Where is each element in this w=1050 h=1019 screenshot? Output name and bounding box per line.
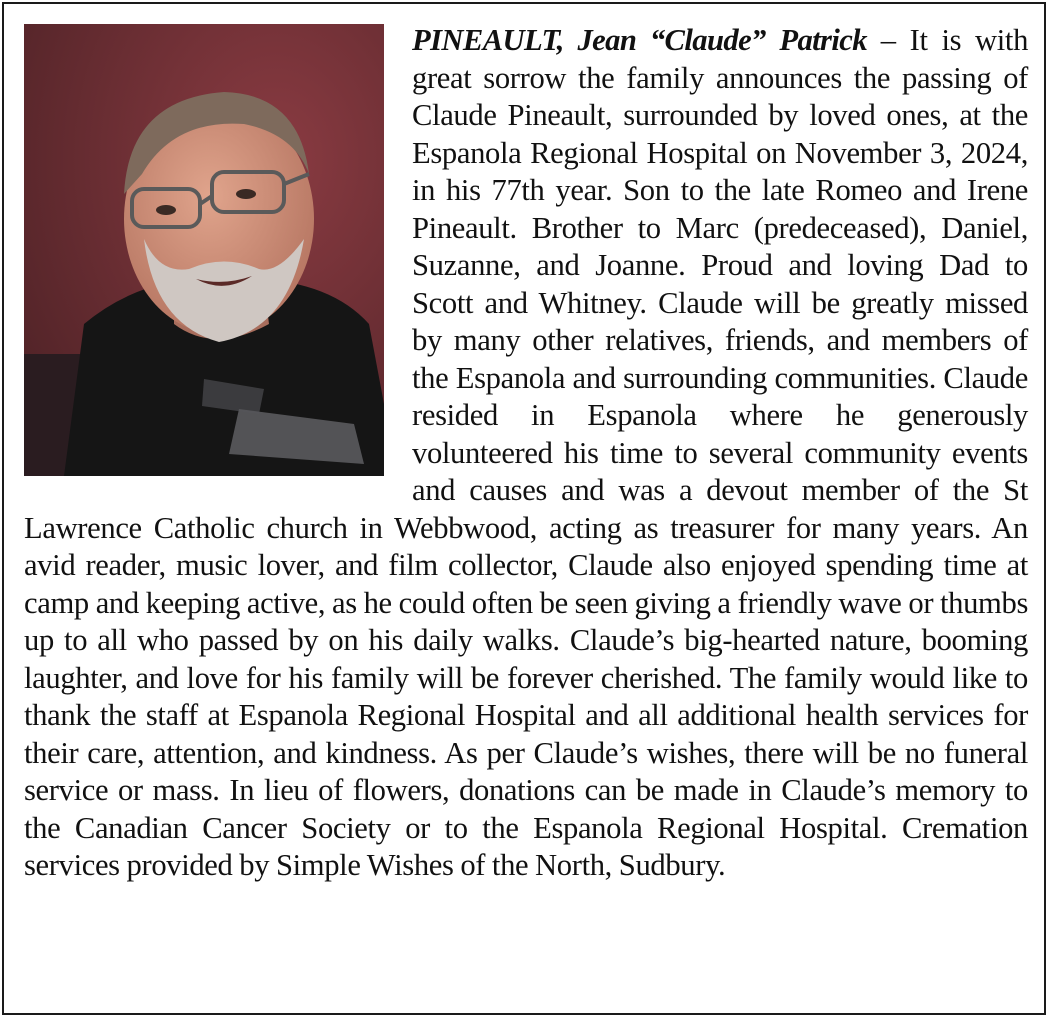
portrait-photo-icon bbox=[24, 24, 384, 476]
heading-dash: – bbox=[866, 23, 910, 57]
portrait-photo bbox=[24, 24, 384, 476]
deceased-name-heading: PINEAULT, Jean “Claude” Patrick bbox=[412, 23, 867, 57]
obituary-body-text: It is with great sorrow the family announces the passing of Claude Pineault, surrounded by loved ones, at the Espanola Regional Hospital on November 3, 2024, in his 77th year. Son to the late Romeo and Irene Pineault. Brother to Marc (predeceased), Daniel, Suzanne, and Joanne. Proud and loving Dad to Scott and Whitney. Claude will be greatly missed by many other relatives, friends, and members of the Espanola and surrounding communities. Claude resided in Espanola where he generously volunteered his time to several community events and causes and was a devout member of the St Lawrence Catholic church in Webbwood, acting as treasurer for many years. An avid reader, music lover, and film collector, Claude also enjoyed spending time at camp and keeping active, as he could often be seen giving a friendly wave or thumbs up to all who passed by on his daily walks. Claude’s big-hearted nature, booming laughter, and love for his family will be forever cherished. The family would like to thank the staff at Espanola Regional Hospital and all additional health services for their care, attention, and kindness. As per Claude’s wishes, there will be no funeral service or mass. In lieu of flowers, donations can be made in Claude’s memory to the Canadian Cancer Society or to the Espanola Regional Hospital. Cremation services provided by Simple Wishes of the North, Sudbury. bbox=[24, 23, 1029, 882]
obituary-notice bbox=[24, 22, 1028, 885]
